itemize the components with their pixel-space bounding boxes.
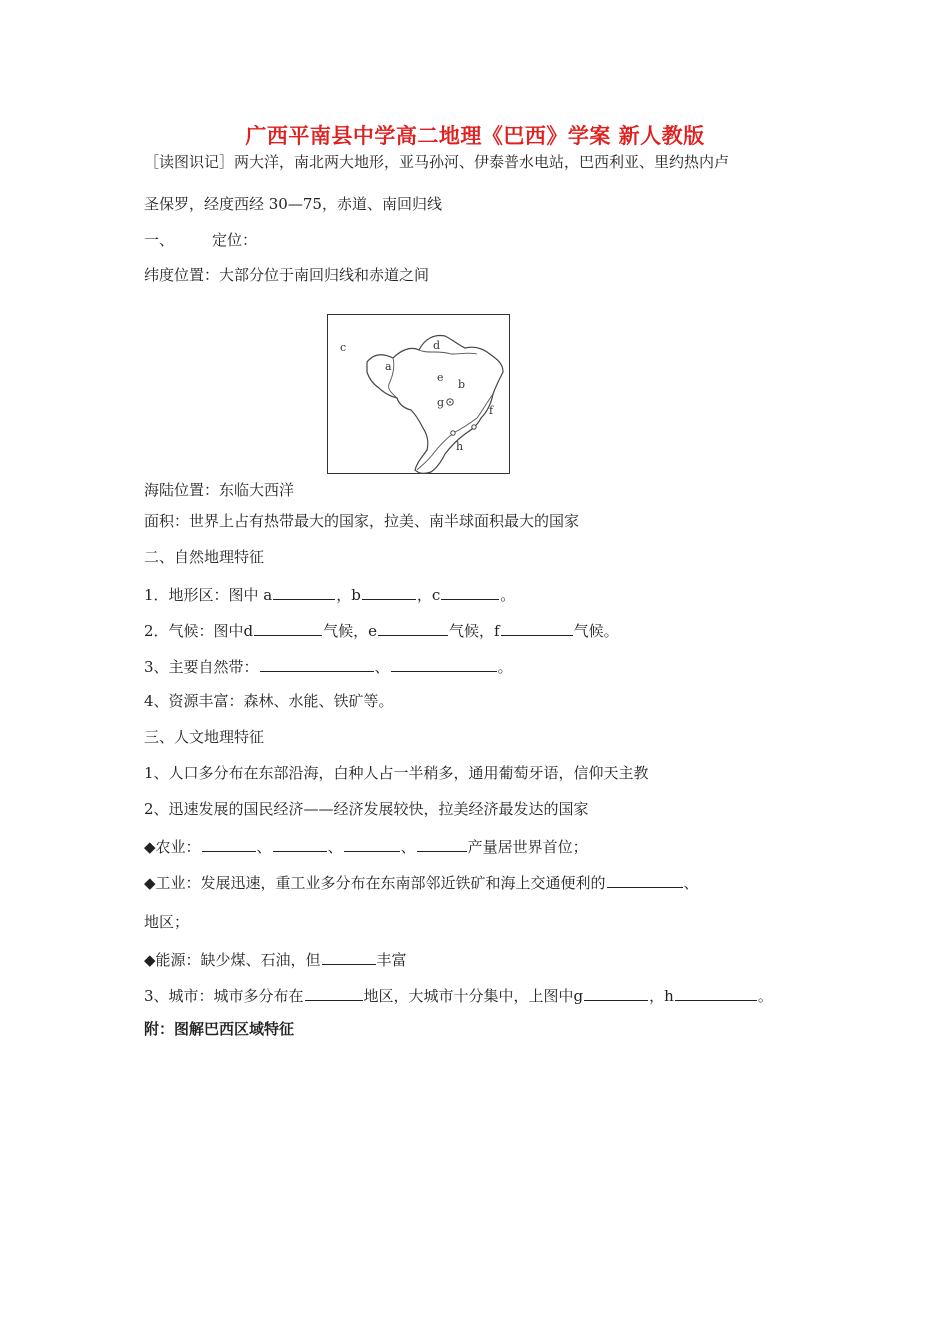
city-marker-coast (472, 425, 476, 429)
answer-blank-c[interactable] (441, 583, 499, 600)
brazil-map-figure (327, 314, 510, 474)
answer-blank-f[interactable] (501, 619, 573, 636)
map-label-g: g (437, 396, 445, 409)
answer-blank-zone-2[interactable] (391, 655, 497, 672)
question-terrain: 1．地形区：图中 a ，b ，c 。 (144, 583, 850, 605)
energy-line: ◆能源：缺少煤、石油，但 丰富 (144, 948, 850, 970)
answer-blank-crop-3[interactable] (344, 835, 400, 852)
answer-blank-crop-2[interactable] (273, 835, 327, 852)
sea-land-position: 海陆位置：东临大西洋 (144, 481, 295, 499)
answer-blank-city-h[interactable] (675, 984, 757, 1001)
city-marker-h (451, 431, 455, 435)
appendix-heading: 附：图解巴西区域特征 (144, 1020, 295, 1038)
city-line: 3、城市：城市多分布在 地区，大城市十分集中，上图中g ，h 。 (144, 984, 850, 1006)
agriculture-line: ◆农业： 、 、 、 产量居世界首位； (144, 835, 850, 857)
brazil-map (327, 314, 510, 474)
answer-blank-b[interactable] (362, 583, 416, 600)
answer-blank-e[interactable] (378, 619, 448, 636)
industry-line: ◆工业：发展迅速，重工业多分布在东南部邻近铁矿和海上交通便利的 、 (144, 871, 850, 893)
answer-blank-industry[interactable] (607, 871, 683, 888)
map-label-d: d (433, 339, 441, 352)
intro-line-1: ［读图识记］两大洋，南北两大地形，亚马孙河、伊泰普水电站，巴西利亚、里约热内卢 (144, 153, 730, 171)
industry-line-cont: 地区； (144, 913, 190, 931)
area-description: 面积：世界上占有热带最大的国家，拉美、南半球面积最大的国家 (144, 512, 580, 530)
question-natural-zones: 3、主要自然带： 、 。 (144, 655, 850, 677)
answer-blank-city-g[interactable] (584, 984, 648, 1001)
section-1-label: 定位： (212, 231, 258, 249)
map-label-h: h (456, 440, 464, 453)
capital-city-dot (449, 401, 451, 403)
intro-line-2: 圣保罗，经度西经 30—75，赤道、南回归线 (144, 195, 442, 213)
map-label-b: b (458, 378, 466, 391)
answer-blank-d[interactable] (254, 619, 322, 636)
answer-blank-crop-1[interactable] (202, 835, 256, 852)
question-climate: 2．气候：图中d 气候，e 气候，f 气候。 (144, 619, 850, 641)
resources-line: 4、资源丰富：森林、水能、铁矿等。 (144, 692, 394, 710)
economy-line: 2、迅速发展的国民经济——经济发展较快，拉美经济最发达的国家 (144, 800, 589, 818)
section-1-number: 一、 (144, 231, 175, 249)
section-2-heading: 二、自然地理特征 (144, 548, 265, 566)
page-title: 广西平南县中学高二地理《巴西》学案 新人教版 (245, 123, 705, 148)
answer-blank-zone-1[interactable] (260, 655, 374, 672)
map-label-f: f (489, 404, 494, 417)
map-label-c: c (340, 341, 347, 354)
answer-blank-crop-4[interactable] (417, 835, 467, 852)
latitude-position: 纬度位置：大部分位于南回归线和赤道之间 (144, 266, 430, 284)
answer-blank-city-region[interactable] (305, 984, 363, 1001)
section-1-heading (144, 230, 850, 250)
answer-blank-energy[interactable] (322, 948, 376, 965)
map-label-a: a (385, 360, 392, 373)
answer-blank-a[interactable] (273, 583, 335, 600)
population-line: 1、人口多分布在东部沿海，白种人占一半稍多，通用葡萄牙语，信仰天主教 (144, 764, 649, 782)
section-3-heading: 三、人文地理特征 (144, 728, 265, 746)
map-label-e: e (437, 371, 444, 384)
